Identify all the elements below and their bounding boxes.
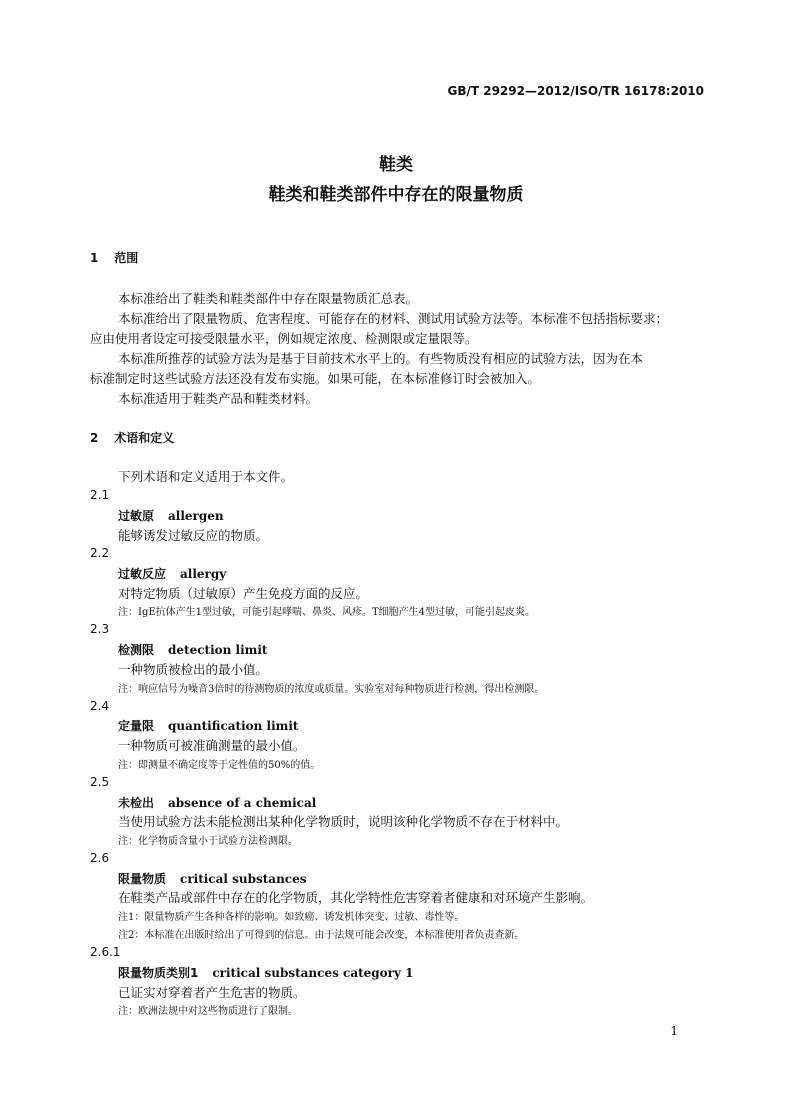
- term-zh: 过敏反应: [118, 567, 167, 581]
- term-en: quantification limit: [168, 719, 299, 733]
- standard-code: GB/T 29292—2012/ISO/TR 16178:2010: [447, 84, 704, 98]
- term-en: allergen: [168, 509, 224, 523]
- page-number: 1: [670, 1024, 678, 1038]
- term-number: 2.4: [90, 699, 110, 713]
- term-heading: [118, 507, 224, 524]
- term-note: 注：欧洲法规中对这些物质进行了限制。: [118, 1006, 298, 1017]
- term-note: 注：IgE抗体产生1型过敏，可能引起哮喘、鼻炎、风疹。T细胞产生4型过敏，可能引起皮炎。: [118, 607, 536, 618]
- term-heading: [118, 565, 226, 582]
- section-title: 术语和定义: [114, 431, 175, 445]
- scope-paragraph: 应由使用者设定可接受限量水平，例如规定浓度、检测限或定量限等。: [90, 331, 478, 346]
- term-heading: [118, 717, 298, 734]
- section-number: 1: [90, 251, 99, 265]
- term-definition: 当使用试验方法未能检测出某种化学物质时，说明该种化学物质不存在于材料中。: [118, 814, 569, 829]
- term-number: 2.1: [90, 488, 110, 502]
- term-definition: 对特定物质（过敏原）产生免疫方面的反应。: [118, 586, 369, 601]
- term-en: critical substances: [180, 872, 307, 886]
- section-heading-scope: [90, 249, 138, 266]
- term-number: 2.3: [90, 622, 110, 636]
- term-number: 2.6.1: [90, 945, 121, 959]
- term-note: 注：响应信号为噪音3倍时的待测物质的浓度或质量。实验室对每种物质进行检测，得出检测限。: [118, 684, 545, 695]
- term-zh: 过敏原: [118, 509, 155, 523]
- term-zh: 限量物质: [118, 872, 167, 886]
- term-note: 注：化学物质含量小于试验方法检测限。: [118, 836, 298, 847]
- scope-paragraph: 本标准所推荐的试验方法为是基于目前技术水平上的。有些物质没有相应的试验方法，因为在本: [118, 351, 644, 366]
- term-number: 2.6: [90, 851, 110, 865]
- terms-intro: 下列术语和定义适用于本文件。: [118, 469, 294, 484]
- term-note: 注：即测量不确定度等于定性值的50%的值。: [118, 760, 321, 771]
- section-title: 范围: [114, 251, 139, 265]
- section-heading-terms: [90, 429, 174, 446]
- term-heading: [118, 870, 307, 887]
- term-en: critical substances category 1: [212, 966, 414, 980]
- term-number: 2.5: [90, 775, 110, 789]
- term-zh: 检测限: [118, 643, 155, 657]
- term-en: allergy: [180, 567, 227, 581]
- term-heading: [118, 794, 316, 811]
- term-en: detection limit: [168, 643, 268, 657]
- term-zh: 未检出: [118, 796, 155, 810]
- term-definition: 能够诱发过敏反应的物质。: [118, 528, 269, 543]
- term-heading: [118, 641, 267, 658]
- term-zh: 定量限: [118, 719, 155, 733]
- term-definition: 一种物质被检出的最小值。: [118, 662, 269, 677]
- term-definition: 在鞋类产品或部件中存在的化学物质，其化学特性危害穿着者健康和对环境产生影响。: [118, 890, 594, 905]
- term-en: absence of a chemical: [168, 796, 317, 810]
- term-number: 2.2: [90, 546, 110, 560]
- term-heading: [118, 964, 414, 981]
- scope-paragraph: 本标准给出了鞋类和鞋类部件中存在限量物质汇总表。: [118, 291, 419, 306]
- scope-paragraph: 本标准给出了限量物质、危害程度、可能存在的材料、测试用试验方法等。本标准不包括指标要求；: [118, 311, 669, 326]
- term-note: 注2：本标准在出版时给出了可得到的信息。由于法规可能会改变，本标准使用者负责查新。: [118, 930, 525, 941]
- term-note: 注1：限量物质产生各种各样的影响。如致癌、诱发机体突变、过敏、毒性等。: [118, 912, 465, 923]
- scope-paragraph: 本标准适用于鞋类产品和鞋类材料。: [118, 391, 319, 406]
- document-title-line1: 鞋类: [379, 155, 413, 175]
- section-number: 2: [90, 431, 99, 445]
- term-definition: 一种物质可被准确测量的最小值。: [118, 738, 306, 753]
- scope-paragraph: 标准制定时这些试验方法还没有发布实施。如果可能，在本标准修订时会被加入。: [90, 371, 541, 386]
- document-title-line2: 鞋类和鞋类部件中存在的限量物质: [268, 185, 524, 205]
- term-definition: 已证实对穿着者产生危害的物质。: [118, 985, 306, 1000]
- term-zh: 限量物质类别1: [118, 966, 199, 980]
